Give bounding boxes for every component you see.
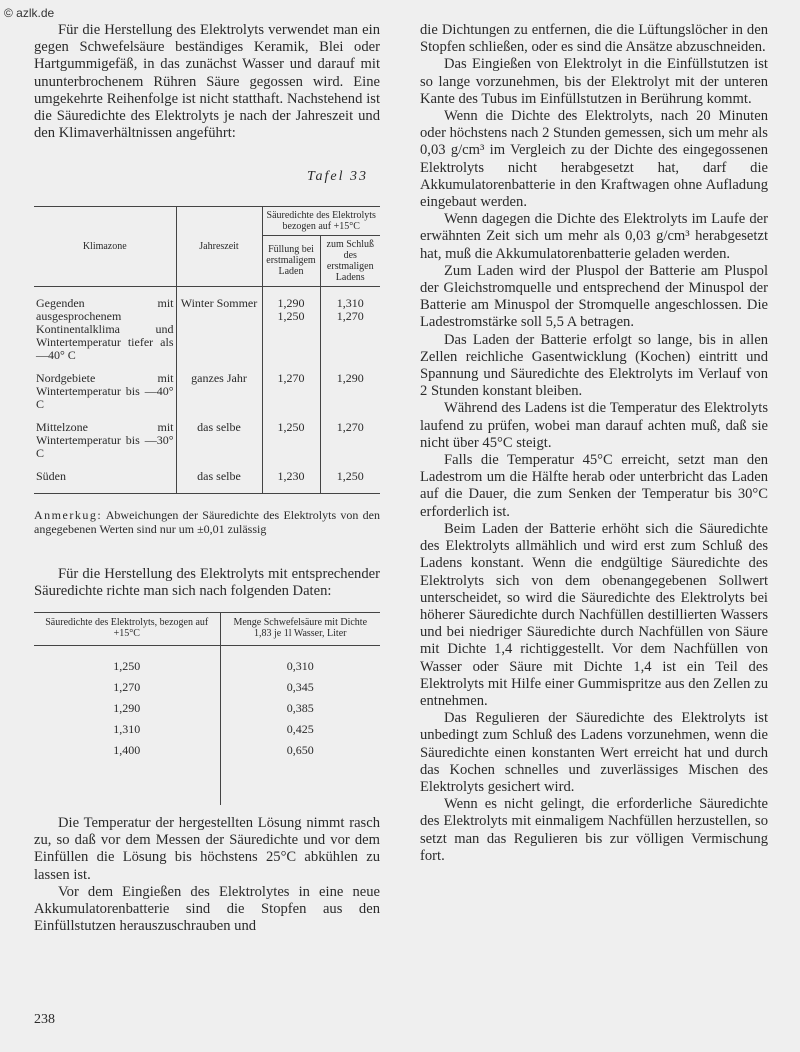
table-row bbox=[34, 677, 380, 698]
season-cell: ganzes Jahr bbox=[176, 364, 262, 413]
paragraph: die Dichtungen zu entfernen, die die Lüftungslöcher in den Stopfen schließen, oder es sind die Ansätze abzuschneiden. bbox=[420, 22, 768, 56]
table-note bbox=[34, 508, 380, 536]
left-column bbox=[34, 22, 380, 935]
paragraph: Falls die Temperatur 45°C erreicht, setzt man den Ladestrom um die Hälfte herab oder unterbricht das Laden auf die Dauer, die zum Senken der Temperatur bis 30°C erforderlich ist. bbox=[420, 452, 768, 520]
first-fill-cell: 1,270 bbox=[262, 364, 320, 413]
paragraph: Für die Herstellung des Elektrolyts verwendet man ein gegen Schwefelsäure beständiges Keramik, Blei oder Hartgummigefäß, in das zunächst Wasser und darauf mit ununterbrochenem Rühren Säure gegossen wird. Eine umgekehrte Reihenfolge ist nicht statthaft. Nachstehend ist die Säuredichte des Elektrolyts je nach der Jahreszeit und den Klimaverhältnissen angeführt: bbox=[34, 22, 380, 142]
table-row bbox=[34, 462, 380, 494]
note-label: Anmerkug: bbox=[34, 507, 103, 522]
density-cell: 1,290 bbox=[113, 701, 141, 716]
end-charge-cell: 1,310 1,270 bbox=[320, 286, 380, 364]
first-fill-cell: 1,290 1,250 bbox=[262, 286, 320, 364]
zone-cell: Mittelzone mit Wintertemperatur bis —30° C bbox=[36, 419, 174, 460]
first-fill-cell: 1,250 bbox=[262, 413, 320, 462]
page-number: 238 bbox=[34, 1012, 55, 1027]
col-header-zone: Klimazone bbox=[34, 206, 176, 286]
col-header-density: Säuredichte des Elektrolyts bezogen auf +15°C bbox=[262, 206, 380, 235]
paragraph: Wenn dagegen die Dichte des Elektrolyts im Laufe der erwähnten Zeit sich um mehr als 0,03 g/cm³ herabgesetzt hat, muß die Akkumulatorenbatterie geladen werden. bbox=[420, 211, 768, 262]
end-charge-cell: 1,290 bbox=[320, 364, 380, 413]
right-column bbox=[420, 22, 768, 865]
end-charge-cell: 1,250 bbox=[320, 462, 380, 494]
paragraph: Das Laden der Batterie erfolgt so lange, bis in allen Zellen reichliche Gasentwicklung (Kochen) eintritt und Spannung und Säuredichte des Elektrolyts im Verlauf von 2 Stunden konstant bleiben. bbox=[420, 331, 768, 400]
col-header-end-charge: zum Schluß des erstmaligen Ladens bbox=[320, 235, 380, 286]
paragraph: Zum Laden wird der Pluspol der Batterie am Pluspol der Gleichstromquelle und entsprechend der Minuspol der Batterie am Minuspol der Stromquelle angeschlossen. Die Ladestromstärke soll 5,5 A betragen. bbox=[420, 262, 768, 331]
mixing-table bbox=[34, 612, 380, 805]
col-header-density: Säuredichte des Elektrolyts, bezogen auf +15°C bbox=[34, 613, 220, 646]
note-text: Abweichungen der Säuredichte des Elektrolyts von den angegebenen Werten sind nur um ±0,01 zulässig bbox=[34, 507, 380, 536]
watermark: © azlk.de bbox=[4, 6, 55, 20]
end-charge-cell: 1,270 bbox=[320, 413, 380, 462]
paragraph: Das Eingießen von Elektrolyt in die Einfüllstutzen ist so lange vorzunehmen, bis der Elektrolyt mit der unteren Kante des Tubus im Einfüllstutzen in Berührung kommt. bbox=[420, 56, 768, 107]
zone-cell: Süden bbox=[36, 468, 66, 483]
table-row bbox=[34, 740, 380, 805]
col-header-season: Jahreszeit bbox=[176, 206, 262, 286]
amount-cell: 0,385 bbox=[220, 698, 380, 719]
season-cell: das selbe bbox=[176, 462, 262, 494]
table-row bbox=[34, 364, 380, 413]
amount-cell: 0,650 bbox=[220, 740, 380, 805]
density-cell: 1,400 bbox=[113, 743, 141, 758]
density-cell: 1,270 bbox=[113, 680, 141, 695]
density-cell: 1,310 bbox=[113, 722, 141, 737]
first-fill-cell: 1,230 bbox=[262, 462, 320, 494]
paragraph: Die Temperatur der hergestellten Lösung nimmt rasch zu, so daß vor dem Messen der Säuredichte und vor dem Einfüllen die Lösung bis höchstens 25°C abkühlen zu lassen ist. bbox=[34, 815, 380, 883]
paragraph: Wenn die Dichte des Elektrolyts, nach 20 Minuten oder höchstens nach 2 Stunden gemessen, sich um mehr als 0,03 g/cm³ im Vergleich zu der Dichte des eingegossenen Elektrolyts nicht herabgesetzt hat, darf die Akkumulatorenbatterie in den Kraftwagen ohne Aufladung eingebaut werden. bbox=[420, 108, 768, 211]
density-cell: 1,250 bbox=[113, 659, 141, 674]
paragraph: Beim Laden der Batterie erhöht sich die Säuredichte des Elektrolyts allmählich und wird erst zum Schluß des Ladens konstant. Wenn die endgültige Säuredichte des Elektrolyts sich von dem obenangegebenen Sollwert unterscheidet, so wird die Säuredichte des Elektrolyts bei höherer Säuredichte durch Nachfüllen destillierten Wassers und bei niedriger Säuredichte durch Nachfüllen von Säure mit Dichte 1,4 richtiggestellt. Vor dem Nachfüllen von Wasser oder Säure mit Dichte 1,4 ist ein Teil des Elektrolyts mit Hilfe einer Gummispritze aus den Zellen zu entnehmen. bbox=[420, 520, 768, 709]
zone-cell: Gegenden mit ausgesprochenem Kontinentalklima und Wintertemperatur tiefer als —40° C bbox=[36, 295, 174, 362]
season-cell: Winter Sommer bbox=[176, 286, 262, 364]
table-row bbox=[34, 286, 380, 364]
paragraph: Für die Herstellung des Elektrolyts mit entsprechender Säuredichte richte man sich nach folgenden Daten: bbox=[34, 565, 380, 599]
amount-cell: 0,310 bbox=[220, 646, 380, 678]
table-row bbox=[34, 719, 380, 740]
season-cell: das selbe bbox=[176, 413, 262, 462]
table-row bbox=[34, 646, 380, 678]
amount-cell: 0,345 bbox=[220, 677, 380, 698]
col-header-acid-amount: Menge Schwefelsäure mit Dichte 1,83 je 1l Wasser, Liter bbox=[220, 613, 380, 646]
paragraph: Das Regulieren der Säuredichte des Elektrolyts ist unbedingt zum Schluß des Ladens vorzunehmen, wenn die Säuredichte einen konstanten Wert erreicht hat und durch das Kochen schnelles und zuverlässiges Mischen des Elektrolyts gesichert wird. bbox=[420, 710, 768, 795]
paragraph: Vor dem Eingießen des Elektrolytes in eine neue Akkumulatorenbatterie sind die Stopfen aus den Einfüllstutzen herauszuschrauben und bbox=[34, 883, 380, 935]
zone-cell: Nordgebiete mit Wintertemperatur bis —40° C bbox=[36, 370, 174, 411]
amount-cell: 0,425 bbox=[220, 719, 380, 740]
table-row bbox=[34, 698, 380, 719]
climate-density-table bbox=[34, 206, 380, 494]
col-header-first-fill: Füllung bei erstmaligem Laden bbox=[262, 235, 320, 286]
table-caption: Tafel 33 bbox=[307, 169, 368, 185]
table-row bbox=[34, 413, 380, 462]
paragraph: Während des Ladens ist die Temperatur des Elektrolyts laufend zu prüfen, wobei man darauf achten muß, daß sie nicht über 45°C steigt. bbox=[420, 400, 768, 451]
paragraph: Wenn es nicht gelingt, die erforderliche Säuredichte des Elektrolyts mit einmaligem Nachfüllen herzustellen, so setzt man das Regulieren bis zur völligen Vermischung fort. bbox=[420, 796, 768, 864]
